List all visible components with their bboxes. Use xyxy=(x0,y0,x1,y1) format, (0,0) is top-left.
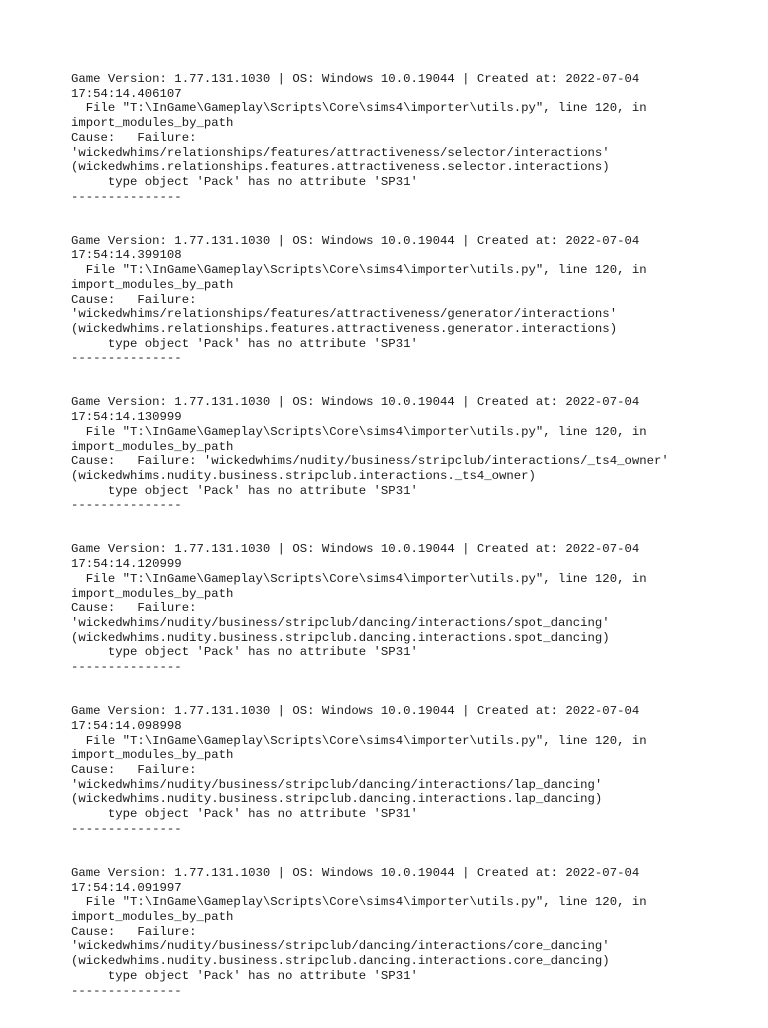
log-file-reference: File "T:\InGame\Gameplay\Scripts\Core\sims4\importer\utils.py", line 120, in xyxy=(71,101,647,116)
log-cause-line: Cause: Failure: 'wickedwhims/nudity/business/stripclub/interactions/_ts4_owner' xyxy=(71,454,669,469)
log-entry-4 xyxy=(71,542,711,674)
log-file-reference: File "T:\InGame\Gameplay\Scripts\Core\sims4\importer\utils.py", line 120, in xyxy=(71,571,647,586)
log-header-line: Game Version: 1.77.131.1030 | OS: Windows 10.0.19044 | Created at: 2022-07-04 xyxy=(71,233,640,248)
log-header-line: Game Version: 1.77.131.1030 | OS: Windows 10.0.19044 | Created at: 2022-07-04 xyxy=(71,542,640,557)
log-separator: --------------- xyxy=(71,821,182,836)
log-error-message: type object 'Pack' has no attribute 'SP31' xyxy=(71,807,418,822)
log-module-path: 'wickedwhims/nudity/business/stripclub/dancing/interactions/spot_dancing' xyxy=(71,615,610,630)
log-module-name: (wickedwhims.nudity.business.stripclub.interactions._ts4_owner) xyxy=(71,468,536,483)
log-entry-2 xyxy=(71,234,711,366)
log-separator: --------------- xyxy=(71,189,182,204)
log-separator: --------------- xyxy=(71,498,182,513)
log-cause-label: Cause: Failure: xyxy=(71,601,197,616)
log-function-name: import_modules_by_path xyxy=(71,116,234,131)
log-entry-5 xyxy=(71,704,711,836)
log-module-path: 'wickedwhims/relationships/features/attractiveness/generator/interactions' xyxy=(71,307,618,322)
log-timestamp: 17:54:14.399108 xyxy=(71,248,182,263)
log-cause-label: Cause: Failure: xyxy=(71,292,197,307)
log-entry-3 xyxy=(71,395,711,513)
log-header-line: Game Version: 1.77.131.1030 | OS: Windows 10.0.19044 | Created at: 2022-07-04 xyxy=(71,395,640,410)
log-cause-label: Cause: Failure: xyxy=(71,762,197,777)
log-header-line: Game Version: 1.77.131.1030 | OS: Windows 10.0.19044 | Created at: 2022-07-04 xyxy=(71,865,640,880)
log-entry-1 xyxy=(71,72,711,204)
log-timestamp: 17:54:14.091997 xyxy=(71,880,182,895)
log-module-name: (wickedwhims.relationships.features.attractiveness.generator.interactions) xyxy=(71,321,618,336)
log-function-name: import_modules_by_path xyxy=(71,439,234,454)
log-separator: --------------- xyxy=(71,983,182,998)
log-function-name: import_modules_by_path xyxy=(71,586,234,601)
log-file-reference: File "T:\InGame\Gameplay\Scripts\Core\sims4\importer\utils.py", line 120, in xyxy=(71,733,647,748)
log-module-path: 'wickedwhims/nudity/business/stripclub/dancing/interactions/core_dancing' xyxy=(71,939,610,954)
log-error-message: type object 'Pack' has no attribute 'SP31' xyxy=(71,174,418,189)
log-error-message: type object 'Pack' has no attribute 'SP31' xyxy=(71,968,418,983)
log-error-message: type object 'Pack' has no attribute 'SP31' xyxy=(71,483,418,498)
log-cause-label: Cause: Failure: xyxy=(71,924,197,939)
log-module-name: (wickedwhims.nudity.business.stripclub.dancing.interactions.spot_dancing) xyxy=(71,630,610,645)
log-function-name: import_modules_by_path xyxy=(71,748,234,763)
log-module-name: (wickedwhims.relationships.features.attractiveness.selector.interactions) xyxy=(71,160,610,175)
log-timestamp: 17:54:14.406107 xyxy=(71,86,182,101)
error-log-document xyxy=(71,72,711,1028)
log-error-message: type object 'Pack' has no attribute 'SP31' xyxy=(71,645,418,660)
log-separator: --------------- xyxy=(71,351,182,366)
log-module-path: 'wickedwhims/nudity/business/stripclub/dancing/interactions/lap_dancing' xyxy=(71,777,603,792)
log-error-message: type object 'Pack' has no attribute 'SP31' xyxy=(71,336,418,351)
log-file-reference: File "T:\InGame\Gameplay\Scripts\Core\sims4\importer\utils.py", line 120, in xyxy=(71,263,647,278)
log-cause-label: Cause: Failure: xyxy=(71,130,197,145)
log-timestamp: 17:54:14.120999 xyxy=(71,557,182,572)
log-entry-6 xyxy=(71,866,711,998)
log-function-name: import_modules_by_path xyxy=(71,910,234,924)
log-file-reference: File "T:\InGame\Gameplay\Scripts\Core\sims4\importer\utils.py", line 120, in xyxy=(71,424,647,439)
log-module-name: (wickedwhims.nudity.business.stripclub.dancing.interactions.lap_dancing) xyxy=(71,792,603,807)
log-header-line: Game Version: 1.77.131.1030 | OS: Windows 10.0.19044 | Created at: 2022-07-04 xyxy=(71,72,640,86)
log-timestamp: 17:54:14.130999 xyxy=(71,410,182,425)
log-function-name: import_modules_by_path xyxy=(71,277,234,292)
log-module-path: 'wickedwhims/relationships/features/attractiveness/selector/interactions' xyxy=(71,145,610,160)
log-timestamp: 17:54:14.098998 xyxy=(71,718,182,733)
log-file-reference: File "T:\InGame\Gameplay\Scripts\Core\sims4\importer\utils.py", line 120, in xyxy=(71,895,647,910)
log-separator: --------------- xyxy=(71,660,182,675)
log-module-name: (wickedwhims.nudity.business.stripclub.dancing.interactions.core_dancing) xyxy=(71,954,610,969)
log-header-line: Game Version: 1.77.131.1030 | OS: Windows 10.0.19044 | Created at: 2022-07-04 xyxy=(71,704,640,719)
